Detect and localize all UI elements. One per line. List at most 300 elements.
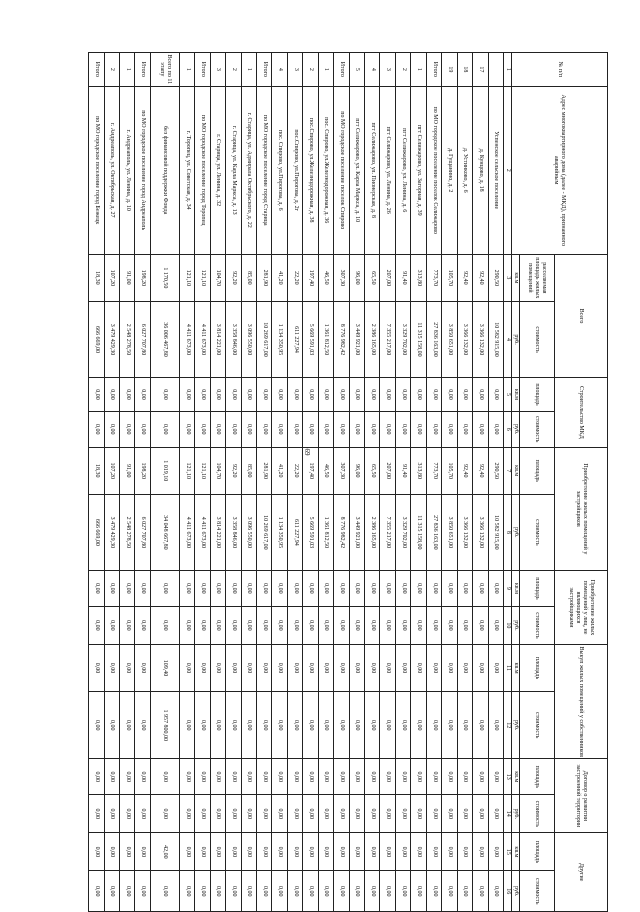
cell-value: 0,00 (442, 645, 457, 692)
cell-value: 0,00 (119, 833, 134, 871)
subheader-area: площадь (520, 447, 555, 494)
cell-value: 0,00 (457, 570, 472, 606)
cell-value: 4 411 673,00 (179, 301, 194, 377)
header-purchase-non-developers: Приобретение жилых помещений у лиц, не являющихся застройщиками (555, 570, 608, 644)
table-row (473, 53, 488, 912)
cell-value: 0,00 (395, 833, 410, 871)
cell-value: 0,00 (150, 411, 179, 447)
cell-value: 4 411 673,00 (179, 494, 194, 570)
table-row (395, 53, 410, 912)
cell-value: 0,00 (442, 411, 457, 447)
cell-value: 8 776 982,42 (334, 494, 349, 570)
row-number: 19 (442, 53, 457, 87)
cell-value: 3 366 132,00 (457, 494, 472, 570)
cell-value: 0,00 (442, 833, 457, 871)
cell-value: 0,00 (195, 871, 210, 912)
unit-sqm: кв.м (512, 447, 520, 494)
cell-value: 0,00 (195, 570, 210, 606)
cell-value: 0,00 (119, 645, 134, 692)
cell-value: 290,50 (488, 254, 503, 301)
cell-value: 96,00 (349, 447, 364, 494)
cell-value: 0,00 (380, 795, 395, 833)
column-numbers-row (504, 53, 512, 912)
cell-value: 0,00 (226, 570, 241, 606)
cell-value: 0,00 (195, 411, 210, 447)
row-number: 1 (119, 53, 134, 87)
column-number: 5 (504, 378, 512, 412)
cell-value: 0,00 (411, 833, 426, 871)
cell-value: 0,00 (104, 795, 119, 833)
cell-value: 1 134 350,95 (272, 301, 287, 377)
cell-value: 3 366 132,00 (457, 301, 472, 377)
cell-value: 207,00 (380, 254, 395, 301)
row-address: по МО городское поселение город Бежецк (89, 86, 105, 254)
cell-value: 46,50 (318, 254, 333, 301)
cell-value: 0,00 (89, 570, 105, 606)
cell-value: 0,00 (241, 378, 256, 412)
header-no: № п/п (512, 53, 608, 87)
cell-value: 27 836 163,00 (426, 301, 441, 377)
cell-value: 0,00 (411, 795, 426, 833)
cell-value: 0,00 (395, 570, 410, 606)
cell-value: 0,00 (272, 411, 287, 447)
cell-value: 0,00 (179, 645, 194, 692)
cell-value: 0,00 (119, 606, 134, 644)
cell-value: 0,00 (473, 833, 488, 871)
cell-value: 0,00 (210, 759, 225, 795)
cell-value: 0,00 (257, 645, 272, 692)
cell-value: 121,10 (179, 254, 194, 301)
cell-value: 0,00 (89, 759, 105, 795)
header-address: Адрес многоквартирного дома (далее - МКД), признанного аварийным (512, 86, 608, 254)
cell-value: 773,70 (426, 254, 441, 301)
cell-value: 0,00 (104, 871, 119, 912)
cell-value: 7 355 217,00 (380, 494, 395, 570)
cell-value: 10 269 617,00 (257, 494, 272, 570)
cell-value: 0,00 (135, 378, 150, 412)
cell-value: 0,00 (104, 833, 119, 871)
unit-rub: руб. (512, 871, 520, 912)
cell-value: 0,00 (257, 833, 272, 871)
cell-value: 0,00 (318, 378, 333, 412)
cell-value: 0,00 (226, 378, 241, 412)
cell-value: 0,00 (287, 692, 302, 759)
cell-value: 105,70 (442, 254, 457, 301)
row-address: д. Гущанинo, д. 2 (442, 86, 457, 254)
cell-value: 0,00 (426, 795, 441, 833)
cell-value: 197,40 (303, 254, 318, 301)
cell-value: 4 411 673,00 (195, 494, 210, 570)
cell-value: 0,00 (457, 759, 472, 795)
cell-value: 0,00 (365, 759, 380, 795)
unit-rub: руб. (512, 494, 520, 570)
cell-value: 0,00 (334, 570, 349, 606)
cell-value: 104,70 (210, 254, 225, 301)
cell-value: 41,20 (272, 254, 287, 301)
subheader-area: площадь (520, 378, 555, 412)
row-address: по МО городское поселение город Торопец (195, 86, 210, 254)
cell-value: 0,00 (380, 833, 395, 871)
cell-value: 0,00 (287, 833, 302, 871)
row-number: Всего по 11 этапу (150, 53, 179, 87)
cell-value: 0,00 (349, 833, 364, 871)
cell-value: 0,00 (179, 411, 194, 447)
cell-value: 0,00 (303, 378, 318, 412)
cell-value: 0,00 (349, 606, 364, 644)
cell-value: 0,00 (179, 833, 194, 871)
cell-value: 0,00 (411, 692, 426, 759)
cell-value: 104,70 (210, 447, 225, 494)
cell-value: 0,00 (226, 759, 241, 795)
cell-value: 0,00 (426, 759, 441, 795)
subheader-area: площадь (520, 759, 555, 795)
row-address: г. Торопец, ул. Советская, д. 34 (179, 86, 194, 254)
cell-value: 0,00 (272, 378, 287, 412)
cell-value: 0,00 (104, 570, 119, 606)
cell-value: 0,00 (257, 606, 272, 644)
cell-value: 0,00 (426, 833, 441, 871)
cell-value: 1 361 812,50 (318, 301, 333, 377)
cell-value: 1 957 800,00 (150, 692, 179, 759)
cell-value: 0,00 (318, 833, 333, 871)
cell-value: 0,00 (442, 570, 457, 606)
cell-value: 0,00 (287, 570, 302, 606)
cell-value: 0,00 (179, 692, 194, 759)
page-number: 69 (303, 448, 311, 456)
cell-value: 0,00 (473, 692, 488, 759)
column-number: 16 (504, 871, 512, 912)
cell-value: 0,00 (287, 606, 302, 644)
cell-value: 91,00 (119, 254, 134, 301)
cell-value: 0,00 (318, 645, 333, 692)
cell-value: 0,00 (257, 692, 272, 759)
cell-value: 65,50 (365, 447, 380, 494)
row-address: по МО городское поселение город Андреаполь (135, 86, 150, 254)
row-number: 3 (210, 53, 225, 87)
cell-value: 0,00 (349, 759, 364, 795)
cell-value: 0,00 (150, 871, 179, 912)
cell-value: 0,00 (457, 795, 472, 833)
cell-value: 0,00 (365, 795, 380, 833)
cell-value: 1 019,10 (150, 447, 179, 494)
row-number: 5 (349, 53, 364, 87)
subheader-area: площадь (520, 645, 555, 692)
table-row (380, 53, 395, 912)
cell-value: 0,00 (195, 378, 210, 412)
cell-value: 0,00 (104, 411, 119, 447)
cell-value: 0,00 (365, 871, 380, 912)
cell-value: 0,00 (380, 871, 395, 912)
table-row (257, 53, 272, 912)
cell-value: 0,00 (135, 759, 150, 795)
cell-value: 0,00 (365, 833, 380, 871)
subheader-cost: стоимость (520, 871, 555, 912)
cell-value: 18,30 (89, 447, 105, 494)
cell-value: 0,00 (457, 378, 472, 412)
cell-value: 0,00 (210, 871, 225, 912)
cell-value: 0,00 (257, 795, 272, 833)
row-address: д. Кунцово, д. 18 (473, 86, 488, 254)
cell-value: 197,40 (303, 447, 318, 494)
cell-value: 65,50 (365, 254, 380, 301)
cell-value: 0,00 (488, 606, 503, 644)
cell-value: 0,00 (195, 833, 210, 871)
column-number: 11 (504, 645, 512, 692)
row-number: 2 (303, 53, 318, 87)
row-number: 2 (104, 53, 119, 87)
cell-value: 0,00 (150, 795, 179, 833)
cell-value: 0,00 (380, 411, 395, 447)
row-address: г. Старица, ул. Адмирала Октябрьского, д. 22 (241, 86, 256, 254)
cell-value: 198,20 (135, 254, 150, 301)
subheader-area: площадь (520, 833, 555, 871)
cell-value: 0,00 (89, 645, 105, 692)
cell-value: 6 027 707,80 (135, 301, 150, 377)
row-address: пгт Селижарово, ул. Ленина, д. 26 (380, 86, 395, 254)
cell-value: 0,00 (195, 606, 210, 644)
cell-value: 0,00 (241, 411, 256, 447)
cell-value: 0,00 (488, 645, 503, 692)
cell-value: 290,50 (488, 447, 503, 494)
cell-value: 3 096 550,00 (241, 301, 256, 377)
column-number: 10 (504, 606, 512, 644)
cell-value: 0,00 (287, 871, 302, 912)
cell-value: 0,00 (349, 411, 364, 447)
cell-value: 121,10 (195, 447, 210, 494)
cell-value: 3 814 221,00 (210, 301, 225, 377)
cell-value: 0,00 (226, 833, 241, 871)
cell-value: 1 134 350,95 (272, 494, 287, 570)
cell-value: 0,00 (488, 378, 503, 412)
cell-value: 0,00 (257, 570, 272, 606)
cell-value: 0,00 (89, 871, 105, 912)
cell-value: 0,00 (334, 411, 349, 447)
cell-value: 5 669 591,03 (303, 494, 318, 570)
header-total: Всего (555, 254, 608, 377)
cell-value: 0,00 (195, 795, 210, 833)
cell-value: 0,00 (411, 411, 426, 447)
cell-value: 0,00 (426, 692, 441, 759)
cell-value: 92,20 (226, 447, 241, 494)
cell-value: 0,00 (349, 692, 364, 759)
cell-value: 22,20 (287, 254, 302, 301)
row-number: Итого (89, 53, 105, 87)
cell-value: 0,00 (241, 645, 256, 692)
cell-value: 3 479 429,30 (104, 494, 119, 570)
cell-value: 0,00 (411, 871, 426, 912)
cell-value: 0,00 (179, 606, 194, 644)
cell-value: 0,00 (257, 411, 272, 447)
cell-value: 0,00 (89, 795, 105, 833)
cell-value: 0,00 (380, 692, 395, 759)
cell-value: 0,00 (89, 411, 105, 447)
cell-value: 0,00 (411, 759, 426, 795)
cell-value: 0,00 (150, 606, 179, 644)
cell-value: 0,00 (442, 871, 457, 912)
cell-value: 92,40 (457, 254, 472, 301)
cell-value: 107,20 (104, 254, 119, 301)
column-number: 3 (504, 254, 512, 301)
unit-rub: руб. (512, 301, 520, 377)
cell-value: 0,00 (442, 378, 457, 412)
unit-rub: руб. (512, 795, 520, 833)
unit-sqm: кв.м (512, 759, 520, 795)
column-number: 4 (504, 301, 512, 377)
cell-value: 611 227,94 (287, 494, 302, 570)
cell-value: 0,00 (380, 645, 395, 692)
cell-value: 0,00 (272, 570, 287, 606)
cell-value: 0,00 (135, 606, 150, 644)
row-address: д. Устинково, д. 6 (457, 86, 472, 254)
cell-value: 0,00 (135, 833, 150, 871)
cell-value: 0,00 (257, 759, 272, 795)
cell-value: 0,00 (104, 759, 119, 795)
table-row (349, 53, 364, 912)
cell-value: 0,00 (457, 692, 472, 759)
cell-value: 0,00 (365, 606, 380, 644)
column-number: 13 (504, 759, 512, 795)
subheader-area: площадь (520, 570, 555, 606)
cell-value: 0,00 (303, 411, 318, 447)
row-address: по МО городское поселение поселок Селижарово (426, 86, 441, 254)
cell-value: 0,00 (272, 606, 287, 644)
cell-value: 0,00 (457, 411, 472, 447)
cell-value: 0,00 (179, 570, 194, 606)
cell-value: 0,00 (395, 871, 410, 912)
row-number: Итого (334, 53, 349, 87)
table-row (488, 53, 503, 912)
cell-value: 0,00 (334, 795, 349, 833)
row-address: г. Андреаполь, ул. Октябрьская, д. 27 (104, 86, 119, 254)
cell-value: 0,00 (179, 378, 194, 412)
cell-value: 121,10 (179, 447, 194, 494)
subheader-cost: стоимость (520, 795, 555, 833)
cell-value: 0,00 (226, 606, 241, 644)
cell-value: 0,00 (395, 645, 410, 692)
row-number: 3 (287, 53, 302, 87)
cell-value: 3 366 132,00 (473, 494, 488, 570)
cell-value: 0,00 (334, 871, 349, 912)
row-address: пос. Спирово, ул.Пирогова, д. 6 (272, 86, 287, 254)
cell-value: 0,00 (365, 411, 380, 447)
row-number: Итого (195, 53, 210, 87)
subheader-cost: стоимость (520, 301, 555, 377)
cell-value: 92,40 (457, 447, 472, 494)
cell-value: 0,00 (104, 692, 119, 759)
cell-value: 0,00 (426, 570, 441, 606)
table-row (365, 53, 380, 912)
cell-value: 0,00 (195, 759, 210, 795)
cell-value: 3 850 651,00 (442, 494, 457, 570)
cell-value: 91,40 (395, 254, 410, 301)
cell-value: 0,00 (426, 871, 441, 912)
cell-value: 0,00 (226, 871, 241, 912)
cell-value: 0,00 (349, 378, 364, 412)
cell-value: 0,00 (303, 871, 318, 912)
cell-value: 3 366 132,00 (473, 301, 488, 377)
cell-value: 0,00 (226, 692, 241, 759)
cell-value: 0,00 (473, 871, 488, 912)
cell-value: 34 048 667,80 (150, 494, 179, 570)
cell-value: 0,00 (442, 692, 457, 759)
cell-value: 0,00 (272, 645, 287, 692)
table-row (210, 53, 225, 912)
cell-value: 0,00 (380, 378, 395, 412)
cell-value: 85,00 (241, 447, 256, 494)
cell-value: 3 449 921,00 (349, 494, 364, 570)
cell-value: 92,40 (473, 254, 488, 301)
cell-value: 0,00 (119, 692, 134, 759)
row-number: 3 (380, 53, 395, 87)
cell-value: 0,00 (150, 570, 179, 606)
cell-value: 2 386 165,00 (365, 301, 380, 377)
subheader-cost: стоимость (520, 494, 555, 570)
cell-value: 11 315 158,00 (411, 301, 426, 377)
cell-value: 0,00 (395, 411, 410, 447)
cell-value: 0,00 (395, 378, 410, 412)
cell-value: 0,00 (303, 833, 318, 871)
cell-value: 105,70 (442, 447, 457, 494)
cell-value: 6 027 707,80 (135, 494, 150, 570)
row-address: пос. Спирово, ул.Железнодорожная, д. 36 (318, 86, 333, 254)
cell-value: 0,00 (287, 759, 302, 795)
cell-value: 3 358 846,00 (226, 301, 241, 377)
cell-value: 0,00 (365, 692, 380, 759)
cell-value: 1 170,50 (150, 254, 179, 301)
cell-value: 0,00 (488, 795, 503, 833)
table-row (241, 53, 256, 912)
unit-sqm: кв.м (512, 833, 520, 871)
cell-value: 0,00 (457, 606, 472, 644)
column-number: 15 (504, 833, 512, 871)
cell-value: 0,00 (135, 692, 150, 759)
row-address: г. Старица, ул. Карла Маркса, д. 13 (226, 86, 241, 254)
row-address: пос.Спирово, ул.Железнодорожная, д. 38 (303, 86, 318, 254)
table-row (287, 53, 302, 912)
subheader-cost: стоимость (520, 606, 555, 644)
cell-value: 0,00 (272, 692, 287, 759)
row-number: 4 (365, 53, 380, 87)
cell-value: 313,80 (411, 447, 426, 494)
cell-value: 0,00 (104, 645, 119, 692)
cell-value: 0,00 (365, 570, 380, 606)
cell-value: 0,00 (488, 871, 503, 912)
cell-value: 0,00 (119, 378, 134, 412)
cell-value: 0,00 (442, 606, 457, 644)
cell-value: 0,00 (349, 795, 364, 833)
cell-value: 0,00 (272, 759, 287, 795)
cell-value: 198,20 (135, 447, 150, 494)
cell-value: 0,00 (395, 795, 410, 833)
cell-value: 0,00 (135, 795, 150, 833)
row-number: 1 (241, 53, 256, 87)
header-purchase-developers: Приобретение жилых помещений у застройщиков (555, 447, 608, 570)
cell-value: 0,00 (473, 570, 488, 606)
row-address: по МО городское поселение город Старица (257, 86, 272, 254)
cell-value: 3 358 846,00 (226, 494, 241, 570)
resettlement-table (88, 52, 608, 912)
cell-value: 0,00 (303, 645, 318, 692)
cell-value: 0,00 (303, 570, 318, 606)
cell-value: 18,30 (89, 254, 105, 301)
cell-value: 0,00 (241, 833, 256, 871)
row-number: 17 (473, 53, 488, 87)
row-number: 2 (395, 53, 410, 87)
cell-value: 0,00 (349, 871, 364, 912)
cell-value: 0,00 (380, 759, 395, 795)
cell-value: 5 669 591,03 (303, 301, 318, 377)
cell-value: 0,00 (89, 692, 105, 759)
